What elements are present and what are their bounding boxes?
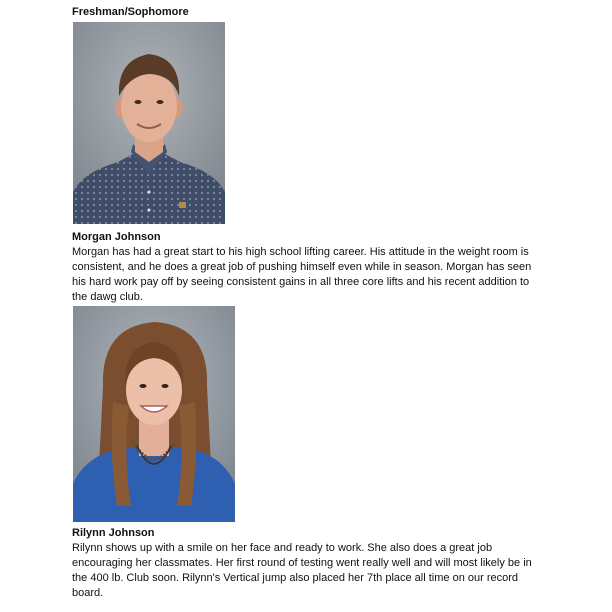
student-bio-rilynn: Rilynn shows up with a smile on her face and ready to work. She also does a great job encouraging her classmates. Her first round of testing went really well and will most likely be in the 400 lb. Club soon. Rilynn's Vertical jump also placed her 7th place all time on our record board.	[72, 542, 532, 599]
student-bio-morgan: Morgan has had a great start to his high school lifting career. His attitude in the weight room is consistent, and he does a great job of pushing himself even while in season. Morgan has seen his hard work pay off by seeing consistent gains in all three core lifts and his recent addition to the dawg club.	[72, 246, 532, 303]
student-photo-rilynn	[73, 306, 235, 522]
student-name-morgan: Morgan Johnson	[72, 231, 161, 243]
student-name-rilynn: Rilynn Johnson	[72, 527, 155, 539]
student-photo-morgan	[73, 22, 225, 224]
section-heading: Freshman/Sophomore	[72, 6, 189, 18]
